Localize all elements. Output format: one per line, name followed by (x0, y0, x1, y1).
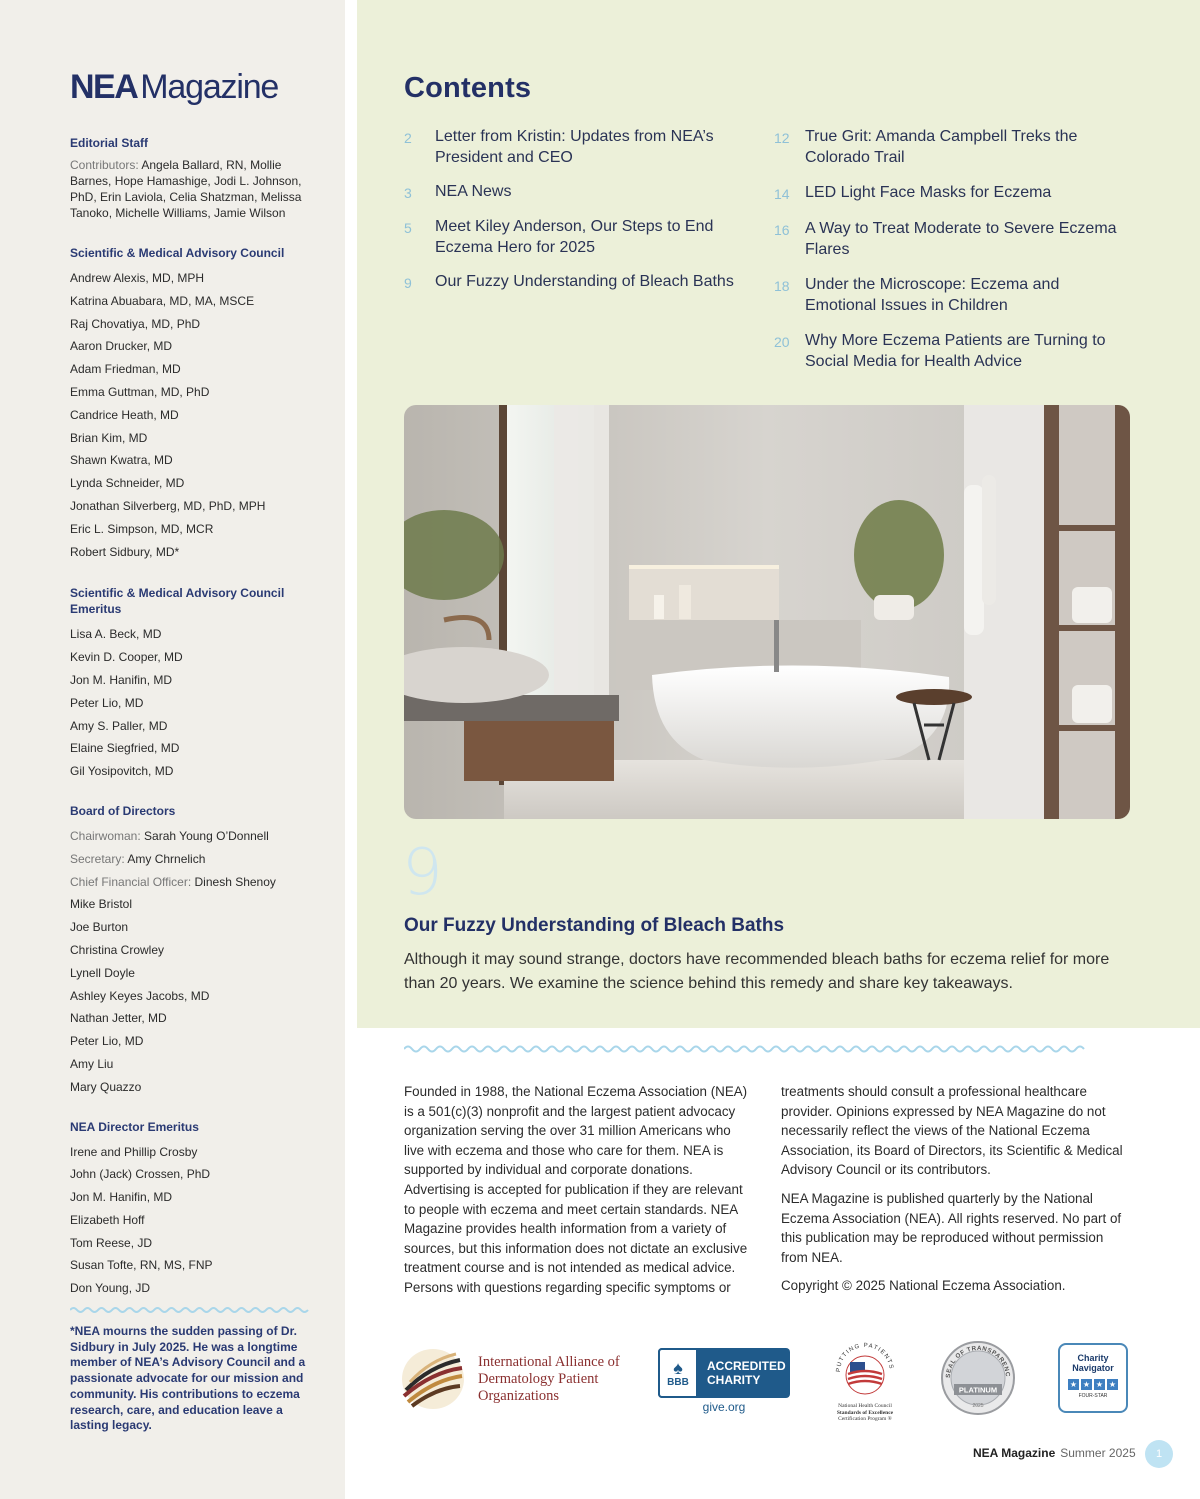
copyright-text: Copyright © 2025 National Eczema Association. (781, 1278, 1066, 1294)
emeritus-list (70, 623, 320, 783)
toc-page-number: 18 (774, 278, 790, 294)
toc-title: Under the Microscope: Eczema and Emotional Issues in Children (805, 276, 1060, 314)
feature-page-number: 9 (402, 836, 443, 910)
bathtub (652, 665, 949, 767)
list-item: Peter Lio, MD (70, 695, 144, 710)
list-item: Tom Reese, JD (70, 1235, 153, 1250)
list-item: Secretary: Amy Chrnelich (70, 851, 206, 866)
director-emeritus-list (70, 1141, 320, 1301)
iadpo-swoosh-icon (400, 1346, 466, 1412)
toc-title: LED Light Face Masks for Eczema (805, 184, 1052, 201)
toc-item[interactable] (774, 183, 1119, 204)
svg-text:PLATINUM: PLATINUM (958, 1385, 998, 1395)
about-column-right (781, 1082, 1126, 1305)
list-item: Ashley Keyes Jacobs, MD (70, 988, 210, 1003)
list-item: Chief Financial Officer: Dinesh Shenoy (70, 874, 276, 889)
toc-item[interactable] (404, 127, 734, 168)
vanity (464, 721, 614, 781)
section-title: NEA Director Emeritus (70, 1119, 199, 1134)
list-item: Lisa A. Beck, MD (70, 627, 162, 642)
footer-magazine-name: NEA Magazine (973, 1446, 1056, 1460)
editorial-staff-section (70, 135, 320, 221)
feature-title[interactable]: Our Fuzzy Understanding of Bleach Baths (404, 915, 785, 936)
about-paragraph: treatments should consult a professional healthcare provider. Opinions expressed by NEA Magazine do not necessarily reflect the views of the National Eczema Association, its Board of Directors, its Scientific & Medical Advisory Council or its contributors. (781, 1084, 1123, 1178)
board-of-directors-section (70, 803, 320, 1099)
list-item: Don Young, JD (70, 1281, 151, 1296)
charity-navigator-badge[interactable]: Charity Navigator ★ ★ ★ ★ FOUR-STAR (1058, 1343, 1128, 1413)
toc-title: A Way to Treat Moderate to Severe Eczema Flares (805, 220, 1117, 258)
toc-page-number: 9 (404, 275, 412, 291)
wave-divider (404, 1044, 1132, 1054)
toc-title: Letter from Kristin: Updates from NEA’s President and CEO (435, 128, 714, 166)
list-item: Shawn Kwatra, MD (70, 453, 173, 468)
toc-page-number: 14 (774, 186, 790, 202)
section-title: Scientific & Medical Advisory Council Emeritus (70, 586, 285, 617)
list-item: Eric L. Simpson, MD, MCR (70, 521, 214, 536)
list-item: Brian Kim, MD (70, 430, 148, 445)
list-item: Mike Bristol (70, 897, 133, 912)
toc-page-number: 2 (404, 130, 412, 146)
section-title: Editorial Staff (70, 136, 149, 150)
toc-title: Our Fuzzy Understanding of Bleach Baths (435, 273, 734, 290)
svg-text:SEAL OF TRANSPARENCY: SEAL OF TRANSPARENC (944, 1344, 1012, 1379)
toc-column-left (404, 127, 734, 305)
toc-title: True Grit: Amanda Campbell Treks the Colorado Trail (805, 128, 1078, 166)
contents-title: Contents (404, 72, 532, 104)
contributors-text: Contributors: Angela Ballard, RN, Mollie Barnes, Hope Hamashige, Jodi L. Johnson, PhD, Erin Laviola, Celia Shatzman, Melissa Tanoko, Michelle Williams, Jamie Wilson (70, 158, 302, 220)
give-org-link[interactable]: give.org (702, 1400, 746, 1414)
svg-text:2025: 2025 (972, 1403, 984, 1409)
list-item: Mary Quazzo (70, 1079, 142, 1094)
list-item: Amy Liu (70, 1056, 114, 1071)
list-item: Lynell Doyle (70, 965, 135, 980)
masthead-sidebar (0, 0, 345, 1499)
toc-item[interactable] (404, 272, 734, 293)
logo-magazine: Magazine (140, 68, 279, 106)
list-item: John (Jack) Crossen, PhD (70, 1167, 211, 1182)
list-item: Chairwoman: Sarah Young O’Donnell (70, 828, 269, 843)
nea-magazine-logo (70, 68, 345, 107)
toc-page-number: 16 (774, 222, 790, 238)
list-item: Aaron Drucker, MD (70, 339, 173, 354)
page-footer (973, 1446, 1136, 1460)
toc-item[interactable] (774, 219, 1119, 260)
list-item: Katrina Abuabara, MD, MA, MSCE (70, 293, 255, 308)
emeritus-council-section (70, 585, 320, 783)
list-item: Irene and Phillip Crosby (70, 1144, 198, 1159)
section-title: Scientific & Medical Advisory Council (70, 246, 285, 260)
director-emeritus-section (70, 1119, 320, 1301)
accreditation-logos (400, 1340, 1135, 1420)
bathroom-hero-image[interactable] (404, 405, 1130, 819)
toc-page-number: 20 (774, 334, 790, 350)
advisory-list (70, 267, 320, 563)
toc-title: NEA News (435, 183, 512, 200)
list-item: Andrew Alexis, MD, MPH (70, 271, 205, 285)
footer-issue: Summer 2025 (1060, 1446, 1136, 1460)
list-item: Susan Tofte, RN, MS, FNP (70, 1258, 213, 1273)
toc-item[interactable] (404, 182, 734, 203)
list-item: Candrice Heath, MD (70, 407, 179, 422)
about-paragraph: Founded in 1988, the National Eczema Association (NEA) is a 501(c)(3) nonprofit and the largest patient advocacy organization serving the over 31 million Americans who live with eczema and those who care for them. NEA is supported by individual and corporate donations. Advertising is accepted for publication if they are relevant to people with eczema and meet certain standards. NEA Magazine provides health information from a variety of sources, but this information does not dictate an exclusive treatment course and is not intended as medical advice. Persons with questions regarding specific symptoms or (404, 1084, 748, 1295)
list-item: Peter Lio, MD (70, 1034, 144, 1049)
list-item: Elaine Siegfried, MD (70, 741, 180, 756)
list-item: Adam Friedman, MD (70, 362, 181, 377)
toc-page-number: 5 (404, 220, 412, 236)
list-item: Kevin D. Cooper, MD (70, 650, 183, 665)
feature-description: Although it may sound strange, doctors have recommended bleach baths for eczema relief for more than 20 years. We examine the science behind this remedy and share key takeaways. (404, 951, 1110, 992)
list-item: Joe Burton (70, 920, 129, 935)
toc-page-number: 12 (774, 130, 790, 146)
candid-platinum-seal[interactable] (940, 1340, 1016, 1421)
iadpo-logo[interactable] (400, 1346, 620, 1412)
list-item: Raj Chovatiya, MD, PhD (70, 316, 201, 331)
list-item: Nathan Jetter, MD (70, 1011, 167, 1026)
putting-patients-first-seal[interactable]: PUTTING PATIENTS National Health Council Standards of Excellence Certification Program ® (828, 1342, 902, 1423)
board-list (70, 825, 320, 1099)
bbb-accredited-charity-logo[interactable]: ♠ BBB ACCREDITED CHARITY give.org (658, 1348, 790, 1414)
about-paragraph: NEA Magazine is published quarterly by the National Eczema Association (NEA). All rights reserved. No part of this publication may be reproduced without permission from NEA. (781, 1190, 1122, 1265)
flag-seal-icon (828, 1342, 902, 1398)
toc-item[interactable] (774, 275, 1119, 316)
logo-nea: NEA (70, 68, 138, 106)
four-star-icons: ★ ★ ★ ★ (1069, 1380, 1117, 1389)
platinum-seal-icon (940, 1340, 1016, 1416)
about-column-left (404, 1082, 750, 1307)
list-item: Robert Sidbury, MD* (70, 544, 180, 559)
toc-item[interactable] (774, 331, 1119, 372)
iadpo-text: International Alliance of Dermatology Patient Organizations (478, 1353, 620, 1404)
list-item: Elizabeth Hoff (70, 1212, 145, 1227)
list-item: Christina Crowley (70, 942, 165, 957)
bbb-torch-icon: ♠ BBB (658, 1348, 698, 1398)
list-item: Emma Guttman, MD, PhD (70, 384, 210, 399)
memorial-note: *NEA mourns the sudden passing of Dr. Sidbury in July 2025. He was a longtime member of NEA’s Advisory Council and a passionate advocate for our mission and community. His contributions to eczema research, care, and education leave a lasting legacy. (70, 1324, 306, 1433)
list-item: Jonathan Silverberg, MD, PhD, MPH (70, 498, 266, 513)
toc-page-number: 3 (404, 185, 412, 201)
page-number-badge: 1 (1145, 1440, 1173, 1468)
list-item: Jon M. Hanifin, MD (70, 1190, 173, 1205)
svg-text:PUTTING PATIENTS FIRST: PUTTING PATIENTS (835, 1342, 894, 1373)
toc-column-right (774, 127, 1119, 384)
toc-title: Meet Kiley Anderson, Our Steps to End Eczema Hero for 2025 (435, 218, 714, 256)
list-item: Lynda Schneider, MD (70, 476, 185, 491)
section-title: Board of Directors (70, 803, 176, 818)
toc-item[interactable] (404, 217, 734, 258)
list-item: Jon M. Hanifin, MD (70, 672, 173, 687)
toc-title: Why More Eczema Patients are Turning to Social Media for Health Advice (805, 332, 1106, 370)
list-item: Gil Yosipovitch, MD (70, 764, 174, 779)
toc-item[interactable] (774, 127, 1119, 168)
wave-divider (70, 1306, 312, 1314)
list-item: Amy S. Paller, MD (70, 718, 168, 733)
advisory-council-section (70, 245, 320, 563)
